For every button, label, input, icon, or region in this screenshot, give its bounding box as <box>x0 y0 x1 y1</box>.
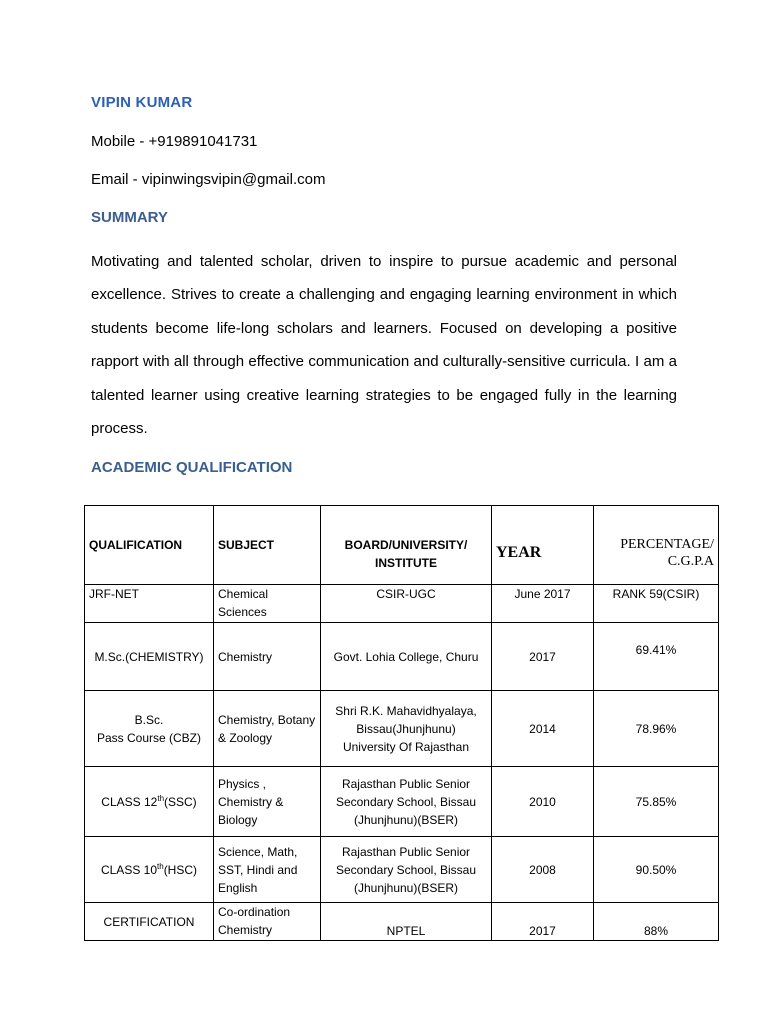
header-percentage-line1: PERCENTAGE/ <box>620 537 714 552</box>
header-subject: SUBJECT <box>214 506 321 585</box>
header-year: YEAR <box>492 506 594 585</box>
row-qualification-sup: th <box>157 861 164 871</box>
row-qualification-main: CLASS 12 <box>101 794 158 809</box>
email-address: Email - vipinwingsvipin@gmail.com <box>91 171 326 188</box>
table-row <box>85 585 719 623</box>
candidate-name: VIPIN KUMAR <box>91 94 193 111</box>
row-qualification <box>85 837 214 903</box>
header-percentage <box>594 506 719 585</box>
row-subject: Co-ordination Chemistry <box>214 903 321 941</box>
qualification-table <box>84 505 719 941</box>
row-subject: Physics , Chemistry & Biology <box>214 767 321 837</box>
header-qualification: QUALIFICATION <box>85 506 214 585</box>
row-year: 2008 <box>492 837 594 903</box>
row-qualification: CERTIFICATION <box>85 903 214 941</box>
row-percentage: 75.85% <box>594 767 719 837</box>
row-subject: Chemistry <box>214 623 321 691</box>
summary-text: Motivating and talented scholar, driven to inspire to pursue academic and personal excellence. Strives to create a challenging and engaging learning environment in which students become life-long scholars and learners. Focused on developing a positive rapport with all through effective communication and culturally-sensitive curricula. I am a talented learner using creative learning strategies to be engaged fully in the learning process. <box>91 253 677 438</box>
row-qualification-sup: th <box>157 793 165 803</box>
header-board: BOARD/UNIVERSITY/ INSTITUTE <box>321 506 492 585</box>
row-year: 2014 <box>492 691 594 767</box>
row-year: 2017 <box>492 903 594 941</box>
row-year: 2010 <box>492 767 594 837</box>
row-board: Rajasthan Public Senior Secondary School, Bissau (Jhunjhunu)(BSER) <box>321 767 492 837</box>
row-board-line1: Shri R.K. Mahavidhyalaya, Bissau(Jhunjhunu) <box>335 703 477 736</box>
row-percentage: 69.41% <box>594 623 719 691</box>
table-header-row <box>85 506 719 585</box>
row-board: CSIR-UGC <box>321 585 492 623</box>
table-row <box>85 837 719 903</box>
row-qualification <box>85 767 214 837</box>
row-board: Govt. Lohia College, Churu <box>321 623 492 691</box>
row-qualification-main: CLASS 10 <box>100 862 158 877</box>
row-board <box>321 691 492 767</box>
table-row <box>85 903 719 941</box>
academic-heading: ACADEMIC QUALIFICATION <box>91 459 293 476</box>
table-row <box>85 767 719 837</box>
row-subject: Chemistry, Botany & Zoology <box>214 691 321 767</box>
row-board-line2: University Of Rajasthan <box>342 739 470 754</box>
row-board: NPTEL <box>321 903 492 941</box>
row-qualification: M.Sc.(CHEMISTRY) <box>85 623 214 691</box>
row-qualification-line1: B.Sc. <box>134 712 164 727</box>
row-qualification: JRF-NET <box>85 585 214 623</box>
row-percentage: 90.50% <box>594 837 719 903</box>
header-percentage-line2: C.G.P.A <box>667 554 714 569</box>
row-year: June 2017 <box>492 585 594 623</box>
row-percentage: RANK 59(CSIR) <box>594 585 719 623</box>
row-qualification-suffix: (HSC) <box>163 862 198 877</box>
row-subject: Chemical Sciences <box>214 585 321 623</box>
row-board: Rajasthan Public Senior Secondary School, Bissau (Jhunjhunu)(BSER) <box>321 837 492 903</box>
row-year: 2017 <box>492 623 594 691</box>
row-qualification-line2: Pass Course (CBZ) <box>96 730 202 745</box>
mobile-number: Mobile - +919891041731 <box>91 133 258 150</box>
row-qualification <box>85 691 214 767</box>
row-qualification-suffix: (SSC) <box>164 794 197 809</box>
table-row <box>85 691 719 767</box>
row-percentage: 88% <box>594 903 719 941</box>
summary-heading: SUMMARY <box>91 209 168 226</box>
table-row <box>85 623 719 691</box>
row-percentage: 78.96% <box>594 691 719 767</box>
row-subject: Science, Math, SST, Hindi and English <box>214 837 321 903</box>
